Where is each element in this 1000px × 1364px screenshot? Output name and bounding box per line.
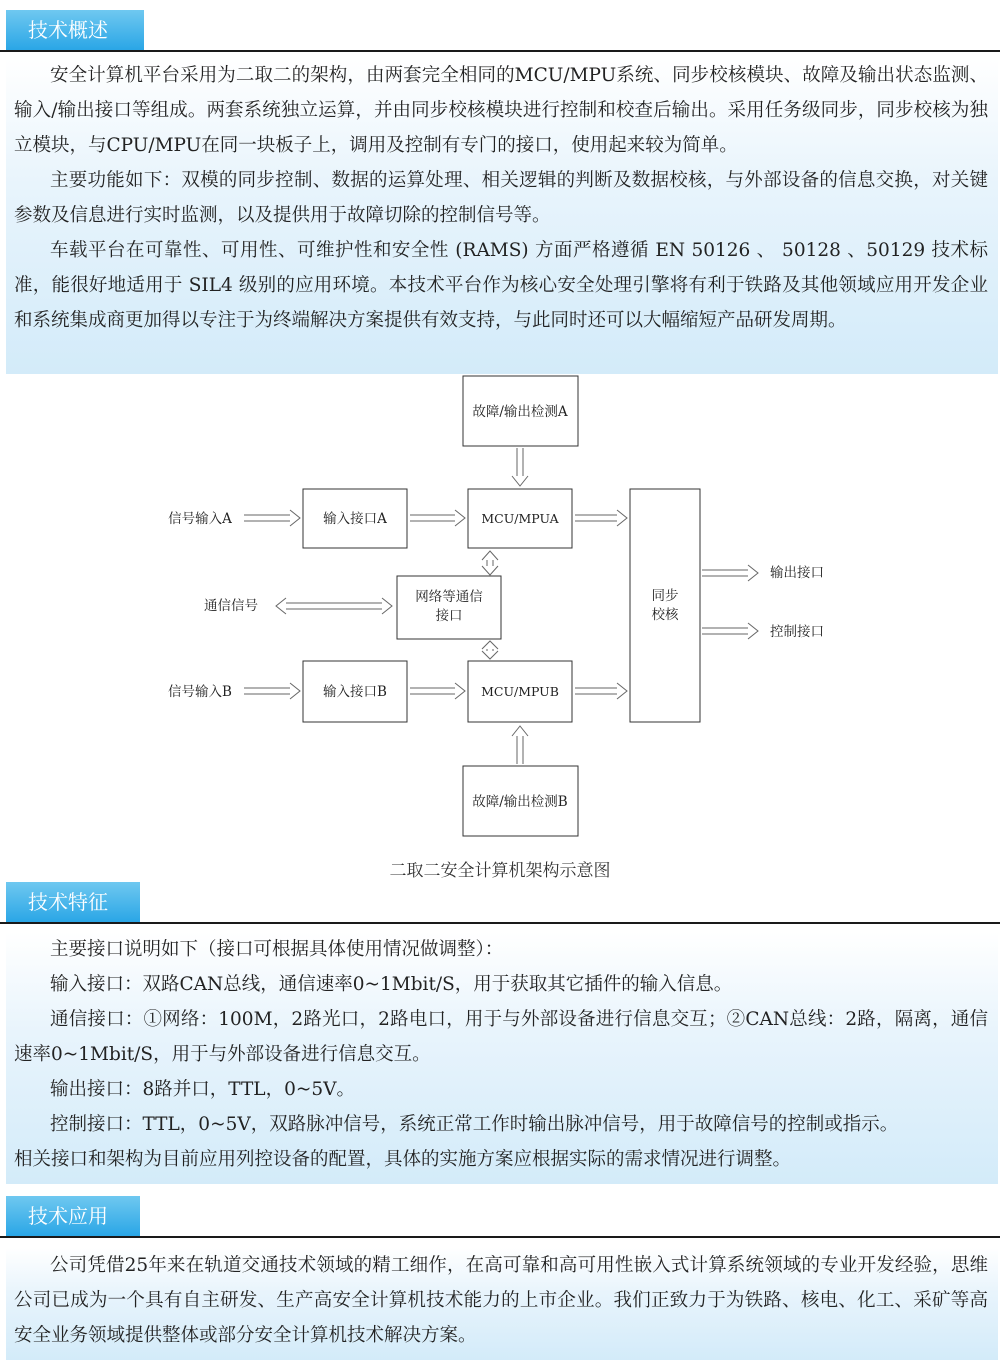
section-title-features: 技术特征 bbox=[6, 882, 140, 922]
signal-input-b-label: 信号输入B bbox=[168, 684, 232, 700]
sync-check-label-1: 同步 bbox=[651, 588, 679, 604]
overview-paragraph: 车载平台在可靠性、可用性、可维护性和安全性 (RAMS) 方面严格遵循 EN 50126 、 50128 、50129 技术标准，能很好地适用于 SIL4 级别的应用环境。本技术平台作为核心安全处理引擎将有利于铁路及其他领域应用开发企业和系统集成商更加得以专注于为终端解决方案提供有效支持，与此同时还可以大幅缩短产品研发周期。 bbox=[14, 240, 988, 331]
section-title-overview: 技术概述 bbox=[6, 10, 144, 50]
section-header-application bbox=[0, 1186, 1000, 1238]
divider bbox=[0, 922, 1000, 924]
input-interface-b-label: 输入接口B bbox=[323, 684, 387, 700]
architecture-diagram bbox=[0, 370, 1000, 890]
divider bbox=[0, 50, 1000, 52]
diagram-caption: 二取二安全计算机架构示意图 bbox=[389, 861, 611, 881]
application-paragraph: 公司凭借25年来在轨道交通技术领域的精工细作，在高可靠和高可用性嵌入式计算系统领域的专业开发经验，思维公司已成为一个具有自主研发、生产高安全计算机技术能力的上市企业。我们正致力于为铁路、核电、化工、采矿等高安全业务领域提供整体或部分安全计算机技术解决方案。 bbox=[14, 1255, 988, 1346]
input-interface-a-label: 输入接口A bbox=[323, 511, 387, 527]
network-interface-label-2: 接口 bbox=[435, 608, 463, 624]
section-title-application: 技术应用 bbox=[6, 1196, 140, 1236]
fault-detect-a-label: 故障/输出检测A bbox=[472, 404, 568, 420]
fault-detect-b-label: 故障/输出检测B bbox=[472, 794, 568, 810]
overview-paragraph: 主要功能如下：双模的同步控制、数据的运算处理、相关逻辑的判断及数据校核，与外部设备的信息交换，对关键参数及信息进行实时监测，以及提供用于故障切除的控制信号等。 bbox=[14, 170, 988, 226]
features-paragraph: 通信接口：①网络：100M，2路光口，2路电口，用于与外部设备进行信息交互；②CAN总线：2路，隔离，通信速率0~1Mbit/S，用于与外部设备进行信息交互。 bbox=[14, 1009, 988, 1065]
output-interface-label: 输出接口 bbox=[770, 565, 824, 581]
section-header-overview bbox=[0, 0, 1000, 52]
features-paragraph: 控制接口：TTL，0~5V，双路脉冲信号，系统正常工作时输出脉冲信号，用于故障信号的控制或指示。 bbox=[50, 1114, 899, 1135]
network-interface-label-1: 网络等通信 bbox=[415, 589, 483, 605]
divider bbox=[0, 1236, 1000, 1238]
features-paragraph: 相关接口和架构为目前应用列控设备的配置，具体的实施方案应根据实际的需求情况进行调整。 bbox=[14, 1149, 792, 1170]
signal-input-a-label: 信号输入A bbox=[168, 511, 232, 527]
mcu-b-label: MCU/MPUB bbox=[481, 684, 559, 699]
comm-signal-label: 通信信号 bbox=[204, 598, 258, 614]
sync-check-box bbox=[630, 489, 700, 722]
features-paragraph: 主要接口说明如下（接口可根据具体使用情况做调整）： bbox=[50, 939, 504, 960]
control-interface-label: 控制接口 bbox=[770, 624, 824, 640]
features-paragraph: 输出接口：8路并口，TTL，0~5V。 bbox=[50, 1079, 355, 1100]
section-header-features bbox=[0, 872, 1000, 924]
overview-text bbox=[6, 58, 998, 374]
features-paragraph: 输入接口：双路CAN总线，通信速率0~1Mbit/S，用于获取其它插件的输入信息。 bbox=[50, 974, 733, 995]
features-text bbox=[6, 932, 998, 1184]
overview-paragraph: 安全计算机平台采用为二取二的架构，由两套完全相同的MCU/MPU系统、同步校核模块、故障及输出状态监测、输入/输出接口等组成。两套系统独立运算，并由同步校核模块进行控制和校查后输出。采用任务级同步，同步校核为独立模块，与CPU/MPU在同一块板子上，调用及控制有专门的接口，使用起来较为简单。 bbox=[14, 65, 988, 156]
application-text bbox=[6, 1248, 998, 1360]
sync-check-label-2: 校核 bbox=[651, 607, 679, 623]
mcu-a-label: MCU/MPUA bbox=[481, 511, 559, 526]
